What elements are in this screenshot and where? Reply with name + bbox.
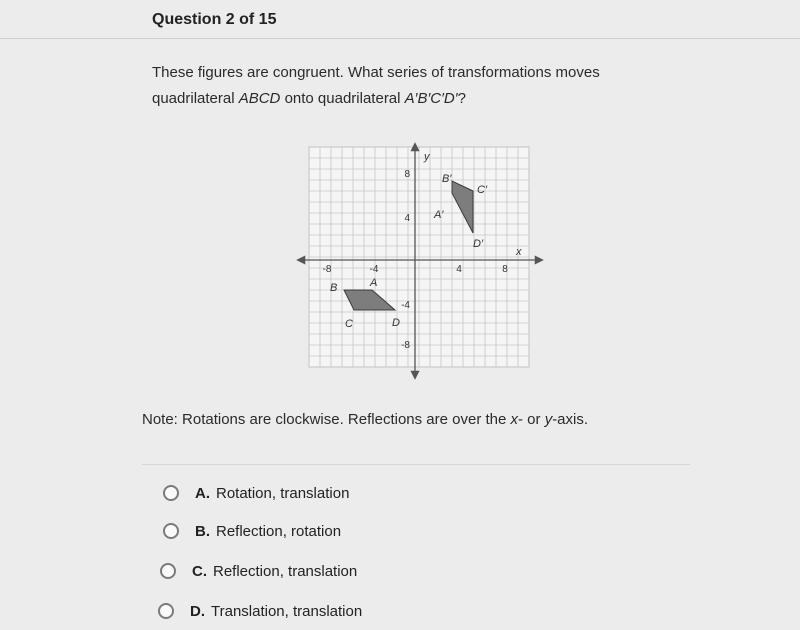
- note-part: -axis.: [552, 411, 589, 428]
- question-number: Question 2 of 15: [152, 11, 277, 28]
- label-a: A: [370, 277, 378, 289]
- note-y: y: [544, 411, 553, 428]
- label-b: B: [330, 282, 338, 294]
- radio-button[interactable]: [163, 485, 179, 501]
- note-part: - or: [518, 411, 545, 428]
- note-x: x: [510, 411, 519, 428]
- prompt-text: ?: [457, 90, 466, 107]
- prompt-line-1: These figures are congruent. What series of transformations moves: [152, 64, 600, 81]
- choice-letter: B.: [195, 522, 210, 540]
- choice-text: Translation, translation: [211, 602, 363, 620]
- radio-button[interactable]: [160, 563, 176, 579]
- y-tick-label: -8: [401, 340, 410, 351]
- choice-letter: A.: [195, 484, 210, 502]
- choice-letter: C.: [192, 562, 207, 580]
- choice-d[interactable]: [158, 599, 362, 623]
- divider: [142, 464, 690, 465]
- choice-text: Reflection, translation: [213, 562, 358, 580]
- y-axis-label: y: [424, 151, 430, 163]
- y-tick-label: 8: [404, 169, 410, 180]
- note-text: [142, 411, 588, 428]
- prompt-text: quadrilateral: [152, 90, 239, 107]
- choice-text: Reflection, rotation: [216, 522, 342, 540]
- x-tick-label: 8: [502, 264, 508, 275]
- label-a-prime: A′: [434, 209, 444, 221]
- choice-c[interactable]: [160, 559, 357, 583]
- label-d-prime: D′: [473, 238, 484, 250]
- question-prompt: [152, 60, 672, 112]
- x-tick-label: 4: [456, 264, 462, 275]
- note-part: Note: Rotations are clockwise. Reflections are over the: [142, 411, 511, 428]
- y-tick-label: -4: [401, 300, 410, 311]
- choice-letter: D.: [190, 602, 205, 620]
- prompt-line-2: [152, 86, 672, 112]
- x-axis-label: x: [516, 246, 522, 258]
- radio-button[interactable]: [158, 603, 174, 619]
- prompt-abcd: ABCD: [238, 90, 281, 107]
- x-tick-label: -4: [369, 264, 379, 275]
- radio-button[interactable]: [163, 523, 179, 539]
- label-c-prime: C′: [477, 184, 488, 196]
- label-c: C: [345, 318, 353, 330]
- label-b-prime: B′: [442, 173, 452, 185]
- prompt-text: onto quadrilateral: [280, 90, 405, 107]
- x-tick-label: -8: [322, 264, 332, 275]
- choice-b[interactable]: [163, 519, 341, 543]
- coordinate-graph: [290, 140, 550, 390]
- choice-text: Rotation, translation: [216, 484, 350, 502]
- choice-a[interactable]: [163, 481, 349, 505]
- prompt-abcd-prime: A′B′C′D′: [404, 90, 458, 107]
- grid-lines: [309, 147, 529, 367]
- question-header: [0, 0, 800, 39]
- y-tick-label: 4: [404, 213, 410, 224]
- label-d: D: [392, 317, 400, 329]
